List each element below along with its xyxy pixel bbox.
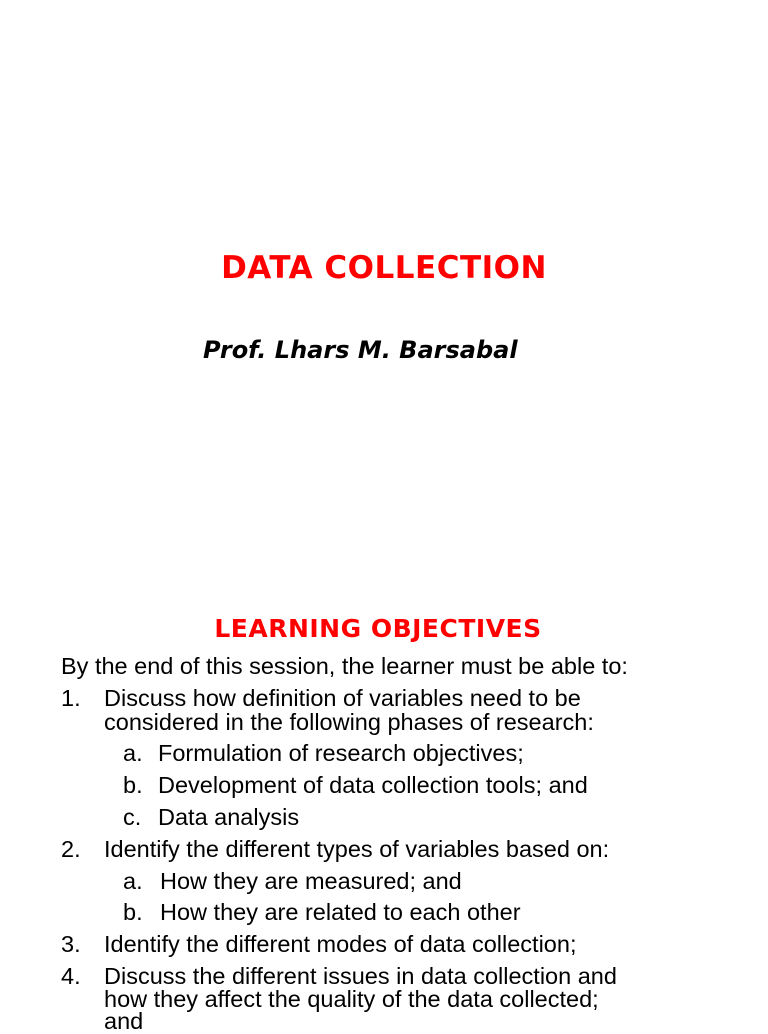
objective-number: 1. (61, 685, 81, 711)
sub-item-letter: b. (123, 772, 143, 798)
sub-item-letter: c. (123, 804, 142, 830)
objective-text: considered in the following phases of research: (104, 709, 594, 735)
sub-item-text: Formulation of research objectives; (158, 740, 524, 766)
objective-text: Discuss the different issues in data collection and (104, 963, 617, 989)
objectives-intro: By the end of this session, the learner must be able to: (61, 653, 628, 679)
sub-item-letter: b. (123, 899, 143, 925)
sub-item-text: How they are related to each other (160, 899, 521, 925)
objective-text: how they affect the quality of the data collected; (104, 986, 599, 1012)
sub-item-letter: a. (123, 740, 143, 766)
objective-number: 3. (61, 931, 81, 957)
sub-item-letter: a. (123, 868, 143, 894)
sub-item-text: Data analysis (158, 804, 300, 830)
objective-text: Discuss how definition of variables need to be (104, 685, 581, 711)
objective-number: 4. (61, 963, 81, 989)
objective-text: Identify the different modes of data collection; (104, 931, 577, 957)
sub-item-text: How they are measured; and (160, 868, 462, 894)
slide-title: DATA COLLECTION (221, 250, 547, 286)
objective-text: and (104, 1008, 144, 1034)
objectives-heading: LEARNING OBJECTIVES (214, 614, 542, 643)
objective-number: 2. (61, 836, 81, 862)
presenter-name: Prof. Lhars M. Barsabal (203, 336, 518, 364)
sub-item-text: Development of data collection tools; and (158, 772, 588, 798)
objective-text: Identify the different types of variables based on: (104, 836, 610, 862)
